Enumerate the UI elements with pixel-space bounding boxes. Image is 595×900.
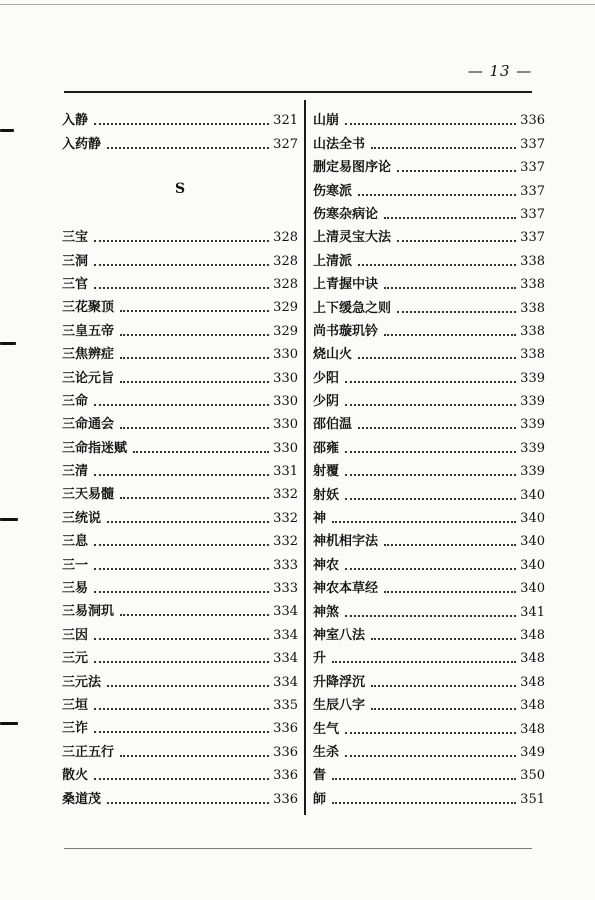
dot-leader [345,568,516,570]
index-page-number: 337 [520,160,545,176]
index-entry [62,388,298,411]
index-term: 三洞 [62,253,89,269]
index-entry [62,130,298,153]
dot-leader [345,732,516,734]
index-term: 三命指迷赋 [62,440,128,456]
dot-leader [120,310,269,312]
dot-leader [94,544,269,546]
index-page-number: 337 [520,206,545,222]
dot-leader [94,591,269,593]
index-entry [62,411,298,434]
index-entry [62,762,298,785]
index-term: 三天易髓 [62,487,115,503]
index-term: 三诈 [62,721,89,737]
index-entry [313,598,545,621]
index-term: 三命 [62,393,89,409]
scan-top-edge [0,4,595,5]
index-entry [313,692,545,715]
dot-leader [345,451,516,453]
index-page-number: 348 [520,674,545,690]
index-entry [313,271,545,294]
dot-leader [345,474,516,476]
index-page-number: 340 [520,557,545,573]
index-page-number: 336 [273,721,298,737]
index-term: 三论元旨 [62,370,115,386]
index-entry [62,504,298,527]
index-page-number: 332 [273,510,298,526]
index-term: 神室八法 [313,627,366,643]
index-page-number: 348 [520,698,545,714]
dot-leader [94,123,269,125]
index-term: 少阳 [313,370,340,386]
index-term: 三因 [62,627,89,643]
index-entry [313,434,545,457]
index-term: 師 [313,791,327,807]
dot-leader [120,334,269,336]
index-entry [62,434,298,457]
index-entry [313,739,545,762]
dot-leader [107,521,269,523]
index-entry [62,528,298,551]
index-entry [62,341,298,364]
dot-leader [358,264,516,266]
dot-leader [94,661,269,663]
left-column [62,107,298,809]
index-term: 邵雍 [313,440,340,456]
index-entry [313,645,545,668]
index-page-number: 330 [273,440,298,456]
right-entries [313,107,545,809]
index-entry [313,294,545,317]
index-page-number: 337 [520,183,545,199]
dot-leader [94,287,269,289]
dot-leader [133,451,269,453]
index-term: 眚 [313,768,327,784]
index-entry [62,668,298,691]
header-rule [64,91,532,93]
index-term: 三清 [62,464,89,480]
index-page-number: 340 [520,487,545,503]
index-entry [313,668,545,691]
index-page-number: 338 [520,253,545,269]
index-page-number: 334 [273,604,298,620]
index-term: 三正五行 [62,744,115,760]
dot-leader [384,217,516,219]
index-term: 神 [313,511,327,527]
dot-leader [120,497,269,499]
index-entry [313,318,545,341]
dot-leader [94,404,269,406]
dot-leader [94,731,269,733]
index-page-number: 338 [520,323,545,339]
dot-leader [94,778,269,780]
index-page-number: 329 [273,323,298,339]
dot-leader [358,427,516,429]
index-entry [313,551,545,574]
scan-edge-mark [0,722,18,725]
index-page-number: 340 [520,581,545,597]
index-page-number: 321 [273,113,298,129]
dot-leader [94,240,269,242]
dot-leader [345,615,516,617]
index-term: 尚书璇玑钤 [313,323,379,339]
index-term: 神煞 [313,604,340,620]
index-entry [313,575,545,598]
index-entry [62,364,298,387]
index-page-number: 336 [273,791,298,807]
index-term: 生杀 [313,744,340,760]
dot-leader [94,264,269,266]
index-term: 邵伯温 [313,417,353,433]
index-page-number: 338 [520,347,545,363]
dot-leader [345,404,516,406]
dot-leader [345,755,516,757]
index-page-number: 331 [273,464,298,480]
index-page-number: 334 [273,627,298,643]
column-divider [304,100,306,815]
index-term: 入静 [62,113,89,129]
index-entry [313,411,545,434]
index-term: 三焦辨症 [62,347,115,363]
dot-leader [358,357,516,359]
index-entry [62,715,298,738]
index-term: 三元法 [62,674,102,690]
index-term: 三元 [62,651,89,667]
dot-leader [120,357,269,359]
dot-leader [94,568,269,570]
dot-leader [120,614,269,616]
index-page-number: 336 [273,768,298,784]
index-entry [62,598,298,621]
index-entry [313,715,545,738]
index-term: 入药静 [62,136,102,152]
index-page-number: 332 [273,534,298,550]
index-term: 神农 [313,557,340,573]
dot-leader [332,521,516,523]
index-entry [62,317,298,340]
dot-leader [371,638,516,640]
index-entry [313,481,545,504]
index-page-number: 333 [273,581,298,597]
index-page-number: 329 [273,300,298,316]
index-term: 神农本草经 [313,581,379,597]
index-entry [313,528,545,551]
index-page-number: 328 [273,253,298,269]
index-term: 三易 [62,581,89,597]
index-entry [313,154,545,177]
right-column [313,107,545,809]
dot-leader [345,123,516,125]
index-entry [62,645,298,668]
index-entry [313,458,545,481]
dot-leader [94,474,269,476]
index-entry [62,294,298,317]
index-page-number: 339 [520,464,545,480]
index-page-number: 351 [520,791,545,807]
section-letter: S [174,180,186,197]
index-page-number: 339 [520,440,545,456]
index-page-number: 332 [273,487,298,503]
dot-leader [397,240,516,242]
index-entry [313,177,545,200]
index-entry [62,458,298,481]
index-term: 三一 [62,557,89,573]
index-page-number: 336 [273,744,298,760]
dot-leader [120,755,269,757]
index-page-number: 339 [520,417,545,433]
index-page-number: 334 [273,674,298,690]
index-entry [62,738,298,761]
index-term: 三宝 [62,230,89,246]
index-term: 三花聚顶 [62,300,115,316]
index-entry [313,201,545,224]
index-term: 三命通会 [62,417,115,433]
index-entry [62,621,298,644]
index-page-number: 330 [273,347,298,363]
index-term: 桑道茂 [62,791,102,807]
index-page-number: 333 [273,557,298,573]
index-page-number: 340 [520,511,545,527]
dot-leader [371,147,516,149]
index-page-number: 339 [520,370,545,386]
index-entry [62,247,298,270]
index-term: 上清灵宝大法 [313,230,392,246]
scan-edge-mark [0,342,16,345]
index-term: 生辰八字 [313,698,366,714]
dot-leader [332,661,516,663]
index-term: 上青握中诀 [313,277,379,293]
index-entry [313,785,545,808]
index-entry [313,341,545,364]
left-entries [62,224,298,809]
dot-leader [107,685,269,687]
dot-leader [332,778,516,780]
index-entry [62,551,298,574]
index-term: 上下缓急之则 [313,300,392,316]
dot-leader [94,638,269,640]
dot-leader [120,381,269,383]
index-entry [313,247,545,270]
index-page-number: 328 [273,276,298,292]
dot-leader [384,544,516,546]
index-term: 山崩 [313,113,340,129]
index-entry [313,505,545,528]
index-term: 三统说 [62,510,102,526]
page-number: — 13 — [467,62,533,80]
index-page-number: 334 [273,651,298,667]
index-term: 神机相字法 [313,534,379,550]
dot-leader [345,498,516,500]
index-page-number: 340 [520,534,545,550]
dot-leader [107,147,269,149]
index-page-number: 330 [273,393,298,409]
index-term: 伤寒杂病论 [313,206,379,222]
index-page-number: 341 [520,604,545,620]
index-entry [62,481,298,504]
index-page-number: 327 [273,136,298,152]
index-page-number: 349 [520,744,545,760]
dot-leader [384,334,516,336]
index-entry [62,107,298,130]
index-term: 烧山火 [313,347,353,363]
index-page-number: 348 [520,651,545,667]
dot-leader [371,685,516,687]
dot-leader [384,287,516,289]
index-page-number: 350 [520,768,545,784]
bottom-rule [64,848,532,849]
index-term: 射妖 [313,487,340,503]
index-term: 三息 [62,534,89,550]
index-entry [313,130,545,153]
index-term: 射覆 [313,464,340,480]
index-term: 伤寒派 [313,183,353,199]
index-page-number: 330 [273,417,298,433]
dot-leader [358,194,516,196]
index-term: 三皇五帝 [62,323,115,339]
index-page-number: 338 [520,277,545,293]
dot-leader [94,708,269,710]
index-entry [313,762,545,785]
index-page-number: 348 [520,627,545,643]
dot-leader [120,427,269,429]
index-term: 散火 [62,768,89,784]
index-entry [62,224,298,247]
index-term: 上清派 [313,253,353,269]
dot-leader [107,802,269,804]
left-entries-before-section [62,107,298,154]
dot-leader [397,170,516,172]
index-term: 生气 [313,721,340,737]
index-page-number: 338 [520,300,545,316]
index-entry [313,388,545,411]
index-term: 三垣 [62,697,89,713]
index-entry [313,622,545,645]
index-term: 升 [313,651,327,667]
index-page-number: 335 [273,697,298,713]
index-term: 删定易图序论 [313,160,392,176]
dot-leader [397,311,516,313]
index-entry [62,575,298,598]
index-term: 少阴 [313,394,340,410]
scan-edge-mark [0,129,14,132]
index-entry [313,107,545,130]
dot-leader [371,708,516,710]
index-term: 三官 [62,276,89,292]
index-entry [313,364,545,387]
index-entry [62,692,298,715]
index-term: 升降浮沉 [313,674,366,690]
index-entry [62,271,298,294]
index-page-number: 339 [520,394,545,410]
index-entry [62,785,298,808]
dot-leader [332,802,516,804]
index-term: 山法全书 [313,136,366,152]
index-term: 三易洞玑 [62,604,115,620]
index-page-number: 337 [520,230,545,246]
index-page-number: 328 [273,230,298,246]
index-page-number: 330 [273,370,298,386]
scan-edge-mark [0,518,18,521]
dot-leader [384,591,516,593]
index-entry [313,224,545,247]
index-page-number: 336 [520,113,545,129]
index-page-number: 337 [520,136,545,152]
index-page-number: 348 [520,721,545,737]
dot-leader [345,381,516,383]
